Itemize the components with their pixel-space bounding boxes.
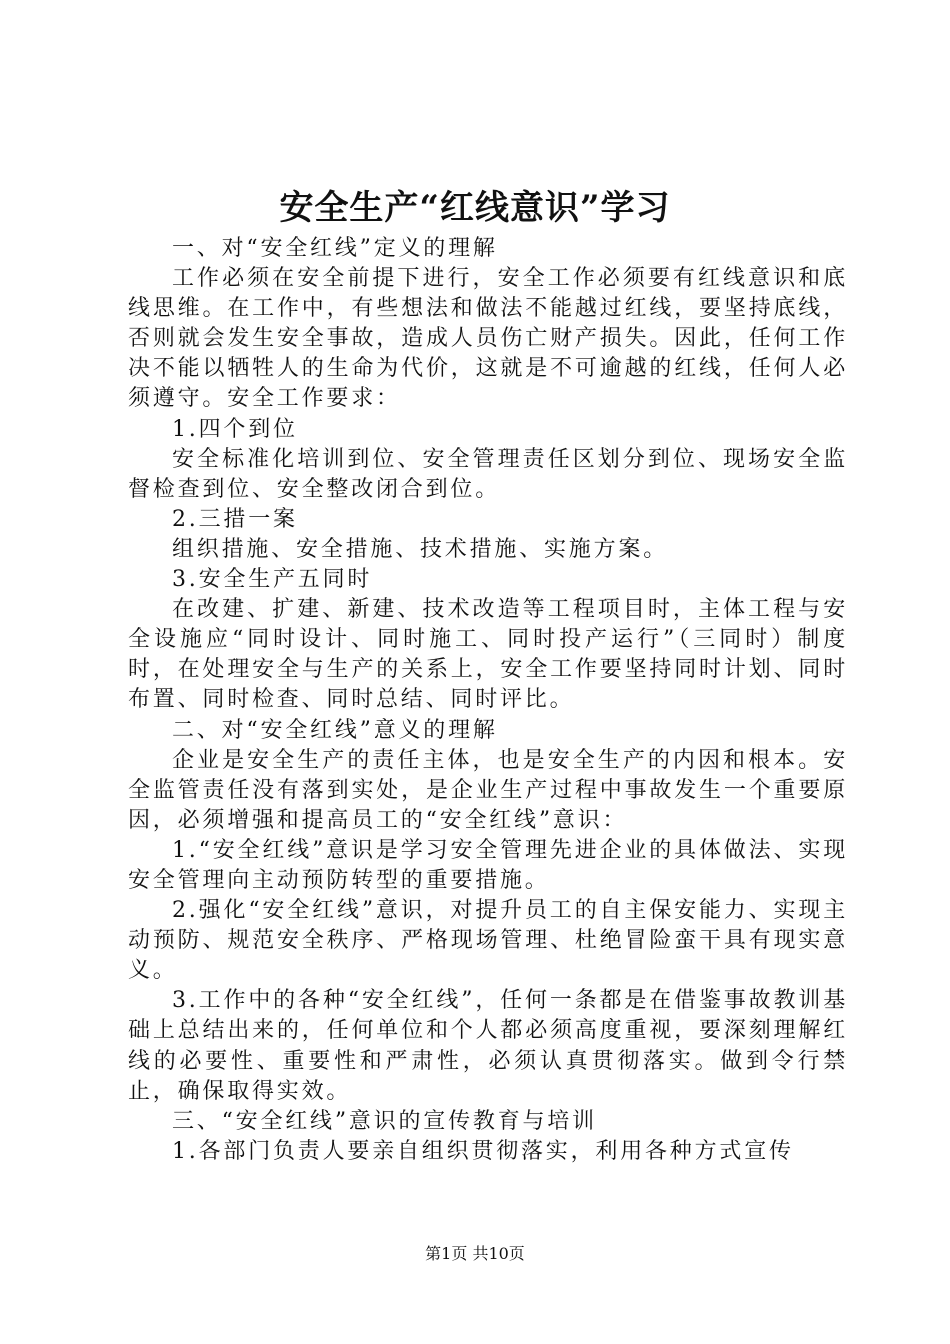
subheading: 2.三措一案 <box>172 506 298 532</box>
paragraph: 工作必须在安全前提下进行，安全工作必须要有红线意识和底线思维。在工作中，有些想法和做法不能越过红线，要坚持底线，否则就会发生安全事故，造成人员伤亡财产损失。因此，任何工作决不能以牺牲人的生命为代价，这就是不可逾越的红线，任何人必须遵守。安全工作要求： <box>128 266 848 412</box>
paragraph: 安全标准化培训到位、安全管理责任区划分到位、现场安全监督检查到位、安全整改闭合到位。 <box>128 446 848 502</box>
list-item: 2.强化“安全红线”意识，对提升员工的自主保安能力、实现主动预防、规范安全秩序、严格现场管理、杜绝冒险蛮干具有现实意义。 <box>128 898 848 984</box>
section-heading-2: 二、对“安全红线”意义的理解 <box>172 717 498 743</box>
list-item: 1.各部门负责人要亲自组织贯彻落实，利用各种方式宣传 <box>172 1138 794 1164</box>
document-body <box>128 234 848 1167</box>
subheading: 1.四个到位 <box>172 416 298 442</box>
list-item: 1.“安全红线”意识是学习安全管理先进企业的具体做法、实现安全管理向主动预防转型的重要措施。 <box>128 837 848 893</box>
section-heading-3: 三、“安全红线”意识的宣传教育与培训 <box>172 1108 597 1134</box>
section-heading-1: 一、对“安全红线”定义的理解 <box>172 236 498 261</box>
document-title: 安全生产“红线意识”学习 <box>279 188 671 228</box>
subheading: 3.安全生产五同时 <box>172 567 373 593</box>
paragraph: 企业是安全生产的责任主体，也是安全生产的内因和根本。安全监管责任没有落到实处，是企业生产过程中事故发生一个重要原因，必须增强和提高员工的“安全红线”意识： <box>128 747 848 833</box>
paragraph: 组织措施、安全措施、技术措施、实施方案。 <box>172 536 669 562</box>
list-item: 3.工作中的各种“安全红线”，任何一条都是在借鉴事故教训基础上总结出来的，任何单位和个人都必须高度重视，要深刻理解红线的必要性、重要性和严肃性，必须认真贯彻落实。做到令行禁止，确保取得实效。 <box>128 988 848 1104</box>
page-footer: 第1页 共10页 <box>425 1244 525 1263</box>
paragraph: 在改建、扩建、新建、技术改造等工程项目时，主体工程与安全设施应“同时设计、同时施工、同时投产运行”（三同时）制度时，在处理安全与生产的关系上，安全工作要坚持同时计划、同时布置、同时检查、同时总结、同时评比。 <box>128 597 848 713</box>
